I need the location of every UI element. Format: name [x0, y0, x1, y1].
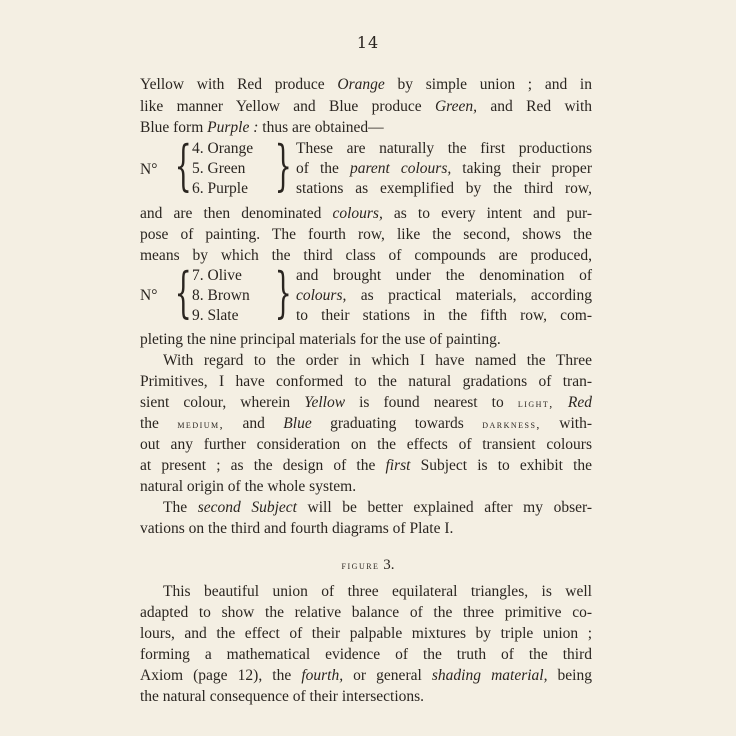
- list-item: 8. Brown: [192, 287, 250, 304]
- list-item: 7. Olive: [192, 267, 242, 284]
- text-line: Primitives, I have conformed to the natural gradations of tran-: [140, 373, 592, 390]
- text-line: colours, as practical materials, according: [296, 287, 592, 304]
- text-line: With regard to the order in which I have named the Three: [163, 352, 592, 369]
- colour-list: [192, 266, 250, 326]
- text-line: lours, and the effect of their palpable mixtures by triple union ;: [140, 625, 592, 642]
- text-line: natural origin of the whole system.: [140, 478, 357, 495]
- text-line: like manner Yellow and Blue produce Green, and Red with: [140, 98, 592, 115]
- figure-heading: figure 3.: [341, 557, 395, 573]
- text-line: and are then denominated colours, as to every intent and pur-: [140, 205, 592, 222]
- text-line: sient colour, wherein Yellow is found nearest to light, Red: [140, 394, 592, 411]
- group-text: [296, 266, 592, 326]
- text-line: of the parent colours, taking their proper: [296, 160, 592, 177]
- text-line: out any further consideration on the effects of transient colours: [140, 436, 592, 453]
- page-number: 14: [356, 33, 380, 52]
- text-line: pleting the nine principal materials for the use of painting.: [140, 331, 501, 348]
- text-line: This beautiful union of three equilateral triangles, is well: [163, 583, 592, 600]
- text-line: pose of painting. The fourth row, like the second, shows the: [140, 226, 592, 243]
- number-label: N°: [140, 287, 158, 304]
- text-line: vations on the third and fourth diagrams of Plate I.: [140, 520, 454, 537]
- left-brace-icon: {: [174, 134, 192, 197]
- number-label: N°: [140, 161, 158, 178]
- text-line: the natural consequence of their intersections.: [140, 688, 425, 705]
- text-line: means by which the third class of compounds are produced,: [140, 247, 592, 264]
- left-brace-icon: {: [174, 261, 192, 324]
- text-line: to their stations in the fifth row, com-: [296, 307, 592, 324]
- list-item: 5. Green: [192, 160, 246, 177]
- text-line: These are naturally the first productions: [296, 140, 592, 157]
- text-line: The second Subject will be better explained after my obser-: [163, 499, 592, 516]
- text-line: adapted to show the relative balance of the three primitive co-: [140, 604, 592, 621]
- right-brace-icon: }: [274, 134, 292, 197]
- right-brace-icon: }: [274, 261, 292, 324]
- text-line: forming a mathematical evidence of the truth of the third: [140, 646, 592, 663]
- list-item: 9. Slate: [192, 307, 239, 324]
- group-text: [296, 139, 592, 199]
- text-line: Axiom (page 12), the fourth, or general shading material, being: [140, 667, 592, 684]
- text-line: Yellow with Red produce Orange by simple union ; and in: [140, 76, 592, 93]
- text-line: stations as exemplified by the third row,: [296, 180, 592, 197]
- colour-list: [192, 139, 253, 199]
- list-item: 6. Purple: [192, 180, 248, 197]
- text-line: the medium, and Blue graduating towards darkness, with-: [140, 415, 593, 432]
- text-line: at present ; as the design of the first Subject is to exhibit the: [140, 457, 593, 474]
- text-line: and brought under the denomination of: [296, 267, 592, 284]
- text-line: Blue form Purple : thus are obtained—: [140, 119, 384, 136]
- list-item: 4. Orange: [192, 140, 254, 157]
